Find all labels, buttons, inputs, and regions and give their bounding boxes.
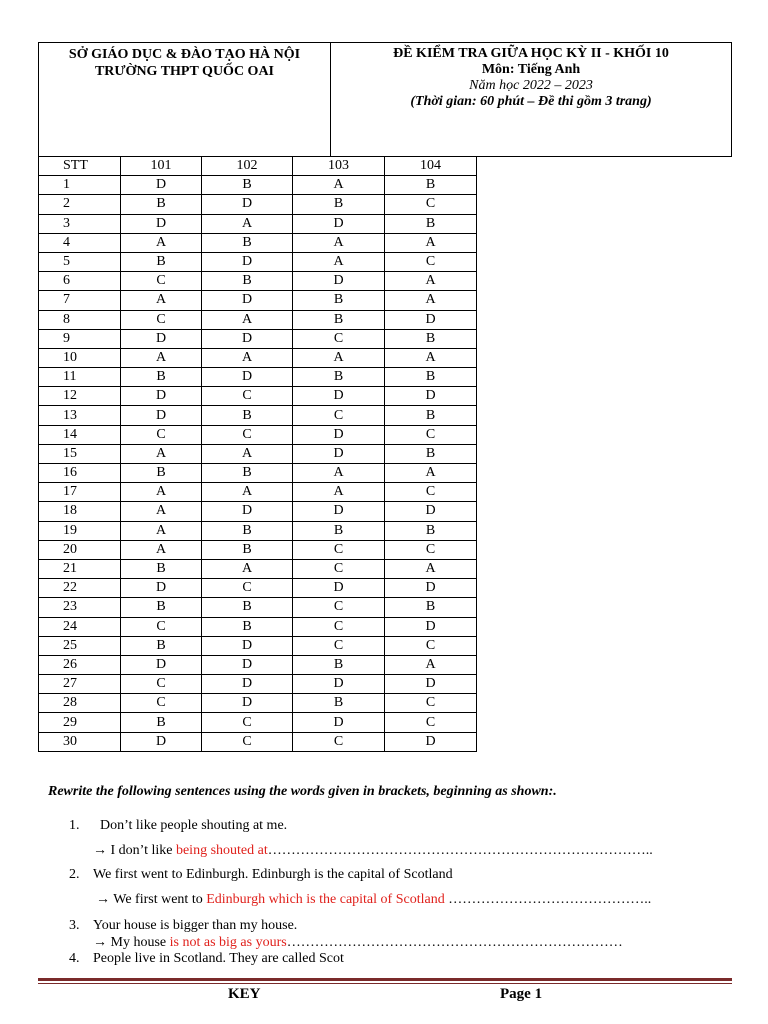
question-number-cell: 19	[39, 521, 121, 540]
table-row	[39, 252, 477, 271]
answer-cell: C	[202, 732, 293, 751]
question-number-cell: 4	[39, 233, 121, 252]
answer-cell: B	[293, 694, 385, 713]
answer-cell: A	[293, 464, 385, 483]
school-name: TRƯỜNG THPT QUỐC OAI	[94, 64, 275, 79]
answer-cell: B	[293, 195, 385, 214]
answer-cell: D	[121, 732, 202, 751]
table-row	[39, 655, 477, 674]
table-row	[39, 214, 477, 233]
answer-dots: ………………………………………………………………………..	[267, 843, 653, 858]
answer-cell: C	[202, 579, 293, 598]
answer-cell: B	[385, 521, 477, 540]
answer-cell: A	[293, 483, 385, 502]
answer-cell: A	[121, 291, 202, 310]
answer-cell: A	[293, 252, 385, 271]
item-sentence: Your house is bigger than my house.	[93, 918, 298, 933]
question-number-cell: 5	[39, 252, 121, 271]
answer-cell: C	[293, 559, 385, 578]
answer-cell: C	[385, 713, 477, 732]
answer-cell: D	[293, 214, 385, 233]
question-number-cell: 14	[39, 425, 121, 444]
answer-cell: D	[121, 214, 202, 233]
answer-cell: C	[385, 540, 477, 559]
question-number-cell: 11	[39, 368, 121, 387]
answer-key-body	[39, 176, 477, 752]
question-number-cell: 25	[39, 636, 121, 655]
answer-cell: C	[385, 252, 477, 271]
answer-cell: C	[121, 425, 202, 444]
answer-cell: B	[121, 464, 202, 483]
answer-cell: B	[121, 713, 202, 732]
answer-cell: A	[202, 214, 293, 233]
answer-cell: D	[202, 195, 293, 214]
question-number-cell: 13	[39, 406, 121, 425]
item-sentence: Don’t like people shouting at me.	[93, 818, 288, 833]
answer-cell: D	[202, 694, 293, 713]
footer-label: KEY	[228, 986, 261, 1002]
question-number-cell: 29	[39, 713, 121, 732]
answer-cell: B	[121, 559, 202, 578]
table-row	[39, 406, 477, 425]
table-row	[39, 694, 477, 713]
answer-cell: A	[385, 559, 477, 578]
answer-dots: ……………………………………..	[444, 892, 652, 907]
answer-cell: A	[385, 233, 477, 252]
answer-cell: D	[202, 502, 293, 521]
exercise-answer	[93, 843, 653, 859]
answer-cell: D	[385, 675, 477, 694]
table-row	[39, 425, 477, 444]
table-row	[39, 233, 477, 252]
answer-cell: D	[121, 579, 202, 598]
answer-cell: B	[293, 368, 385, 387]
answer-cell: B	[385, 329, 477, 348]
question-number-cell: 8	[39, 310, 121, 329]
table-row	[39, 636, 477, 655]
answer-cell: C	[293, 636, 385, 655]
answer-cell: D	[385, 579, 477, 598]
footer-rule	[38, 978, 732, 981]
answer-cell: B	[293, 655, 385, 674]
question-number-cell: 22	[39, 579, 121, 598]
answer-cell: D	[293, 425, 385, 444]
answer-key-table	[38, 156, 477, 752]
answer-cell: B	[202, 617, 293, 636]
item-number: 1.	[69, 818, 80, 833]
item-number: 2.	[69, 867, 80, 882]
answer-cell: C	[121, 272, 202, 291]
answer-prefix: → We first went to	[96, 892, 207, 907]
answer-cell: B	[293, 521, 385, 540]
answer-cell: C	[293, 732, 385, 751]
answer-cell: C	[293, 329, 385, 348]
exam-title: ĐỀ KIỂM TRA GIỮA HỌC KỲ II - KHỐI 10	[393, 46, 669, 61]
answer-cell: A	[293, 176, 385, 195]
exam-duration: (Thời gian: 60 phút – Đề thi gồm 3 trang)	[410, 94, 652, 109]
question-number-cell: 3	[39, 214, 121, 233]
table-row	[39, 329, 477, 348]
table-row	[39, 195, 477, 214]
school-year: Năm học 2022 – 2023	[469, 78, 593, 93]
column-header: STT	[39, 157, 121, 176]
answer-cell: D	[293, 387, 385, 406]
answer-text: is not as big as yours	[169, 935, 287, 950]
answer-cell: B	[385, 406, 477, 425]
answer-cell: D	[202, 291, 293, 310]
table-row	[39, 310, 477, 329]
answer-cell: D	[121, 655, 202, 674]
exercise-item	[69, 867, 453, 883]
question-number-cell: 16	[39, 464, 121, 483]
exam-info	[331, 43, 731, 156]
question-number-cell: 30	[39, 732, 121, 751]
question-number-cell: 12	[39, 387, 121, 406]
table-row	[39, 559, 477, 578]
table-row	[39, 540, 477, 559]
answer-cell: B	[202, 521, 293, 540]
rewrite-instruction: Rewrite the following sentences using the words given in brackets, beginning as shown:.	[48, 784, 557, 799]
answer-cell: D	[293, 579, 385, 598]
exercise-item	[69, 918, 297, 934]
answer-cell: B	[293, 291, 385, 310]
answer-cell: D	[202, 252, 293, 271]
answer-cell: D	[385, 732, 477, 751]
item-sentence: We first went to Edinburgh. Edinburgh is the capital of Scotland	[93, 867, 453, 882]
answer-cell: A	[121, 502, 202, 521]
table-row	[39, 675, 477, 694]
answer-cell: B	[202, 540, 293, 559]
answer-cell: D	[202, 636, 293, 655]
question-number-cell: 1	[39, 176, 121, 195]
table-row	[39, 291, 477, 310]
answer-cell: D	[202, 329, 293, 348]
answer-cell: C	[121, 675, 202, 694]
answer-text: Edinburgh which is the capital of Scotland	[206, 892, 445, 907]
question-number-cell: 6	[39, 272, 121, 291]
answer-cell: C	[293, 598, 385, 617]
answer-cell: D	[385, 617, 477, 636]
answer-cell: B	[202, 272, 293, 291]
table-row	[39, 579, 477, 598]
answer-cell: B	[385, 214, 477, 233]
table-header-row	[39, 157, 477, 176]
answer-cell: D	[202, 368, 293, 387]
column-header: 102	[202, 157, 293, 176]
table-row	[39, 732, 477, 751]
item-sentence: People live in Scotland. They are called Scot	[93, 951, 344, 966]
answer-cell: A	[121, 233, 202, 252]
item-number: 4.	[69, 951, 80, 966]
answer-cell: D	[385, 387, 477, 406]
answer-cell: C	[121, 694, 202, 713]
answer-prefix: → I don’t like	[93, 843, 176, 858]
answer-cell: A	[121, 521, 202, 540]
answer-cell: B	[202, 598, 293, 617]
answer-cell: C	[293, 540, 385, 559]
answer-cell: C	[202, 713, 293, 732]
table-row	[39, 176, 477, 195]
exercise-item	[69, 951, 344, 967]
answer-cell: C	[385, 636, 477, 655]
question-number-cell: 20	[39, 540, 121, 559]
answer-cell: B	[202, 406, 293, 425]
table-row	[39, 617, 477, 636]
answer-cell: D	[293, 272, 385, 291]
answer-cell: C	[385, 483, 477, 502]
exercise-answer	[96, 892, 651, 908]
answer-cell: C	[385, 195, 477, 214]
question-number-cell: 18	[39, 502, 121, 521]
answer-cell: B	[385, 444, 477, 463]
answer-prefix: → My house	[93, 935, 170, 950]
exercise-item	[69, 818, 287, 834]
answer-cell: C	[385, 425, 477, 444]
answer-cell: D	[293, 713, 385, 732]
answer-cell: C	[202, 425, 293, 444]
answer-cell: B	[202, 464, 293, 483]
answer-cell: A	[385, 464, 477, 483]
answer-cell: B	[293, 310, 385, 329]
table-row	[39, 502, 477, 521]
answer-cell: B	[121, 636, 202, 655]
question-number-cell: 7	[39, 291, 121, 310]
document-header	[38, 42, 732, 157]
answer-cell: A	[385, 272, 477, 291]
answer-cell: A	[385, 348, 477, 367]
answer-cell: B	[385, 598, 477, 617]
question-number-cell: 9	[39, 329, 121, 348]
answer-cell: D	[202, 655, 293, 674]
table-row	[39, 464, 477, 483]
answer-cell: A	[121, 483, 202, 502]
answer-cell: D	[385, 502, 477, 521]
answer-cell: A	[293, 233, 385, 252]
answer-cell: A	[121, 540, 202, 559]
answer-cell: A	[293, 348, 385, 367]
answer-cell: B	[385, 368, 477, 387]
answer-cell: D	[293, 444, 385, 463]
question-number-cell: 24	[39, 617, 121, 636]
answer-cell: A	[202, 444, 293, 463]
answer-cell: B	[121, 195, 202, 214]
answer-cell: A	[202, 483, 293, 502]
answer-cell: D	[121, 406, 202, 425]
question-number-cell: 17	[39, 483, 121, 502]
answer-cell: D	[385, 310, 477, 329]
item-number: 3.	[69, 918, 80, 933]
answer-cell: A	[385, 655, 477, 674]
column-header: 104	[385, 157, 477, 176]
column-header: 103	[293, 157, 385, 176]
answer-cell: C	[202, 387, 293, 406]
answer-cell: D	[293, 675, 385, 694]
table-row	[39, 348, 477, 367]
answer-cell: A	[202, 559, 293, 578]
answer-cell: A	[202, 310, 293, 329]
question-number-cell: 2	[39, 195, 121, 214]
table-row	[39, 598, 477, 617]
answer-cell: A	[385, 291, 477, 310]
question-number-cell: 28	[39, 694, 121, 713]
question-number-cell: 23	[39, 598, 121, 617]
table-row	[39, 444, 477, 463]
table-row	[39, 483, 477, 502]
answer-cell: D	[293, 502, 385, 521]
question-number-cell: 15	[39, 444, 121, 463]
answer-cell: D	[121, 387, 202, 406]
exam-subject: Môn: Tiếng Anh	[481, 62, 581, 77]
table-row	[39, 713, 477, 732]
department-name: SỞ GIÁO DỤC & ĐÀO TẠO HÀ NỘI	[68, 47, 301, 62]
footer-rule-thin	[38, 983, 732, 984]
answer-cell: B	[202, 176, 293, 195]
column-header: 101	[121, 157, 202, 176]
answer-cell: A	[121, 348, 202, 367]
exercise-answer	[93, 935, 623, 951]
answer-cell: C	[121, 310, 202, 329]
answer-cell: B	[202, 233, 293, 252]
answer-cell: C	[385, 694, 477, 713]
page-number: Page 1	[500, 986, 543, 1002]
table-row	[39, 272, 477, 291]
table-row	[39, 368, 477, 387]
school-info	[39, 43, 331, 156]
table-row	[39, 387, 477, 406]
answer-cell: D	[202, 675, 293, 694]
answer-cell: D	[121, 176, 202, 195]
answer-cell: B	[121, 368, 202, 387]
answer-cell: A	[202, 348, 293, 367]
answer-cell: A	[121, 444, 202, 463]
table-row	[39, 521, 477, 540]
answer-cell: B	[121, 598, 202, 617]
question-number-cell: 26	[39, 655, 121, 674]
answer-cell: B	[121, 252, 202, 271]
answer-cell: D	[121, 329, 202, 348]
question-number-cell: 27	[39, 675, 121, 694]
question-number-cell: 21	[39, 559, 121, 578]
answer-cell: C	[293, 406, 385, 425]
answer-cell: B	[385, 176, 477, 195]
answer-cell: C	[121, 617, 202, 636]
question-number-cell: 10	[39, 348, 121, 367]
answer-cell: C	[293, 617, 385, 636]
answer-text: being shouted at	[175, 843, 268, 858]
answer-dots: ………………………………………………………………	[286, 935, 623, 950]
